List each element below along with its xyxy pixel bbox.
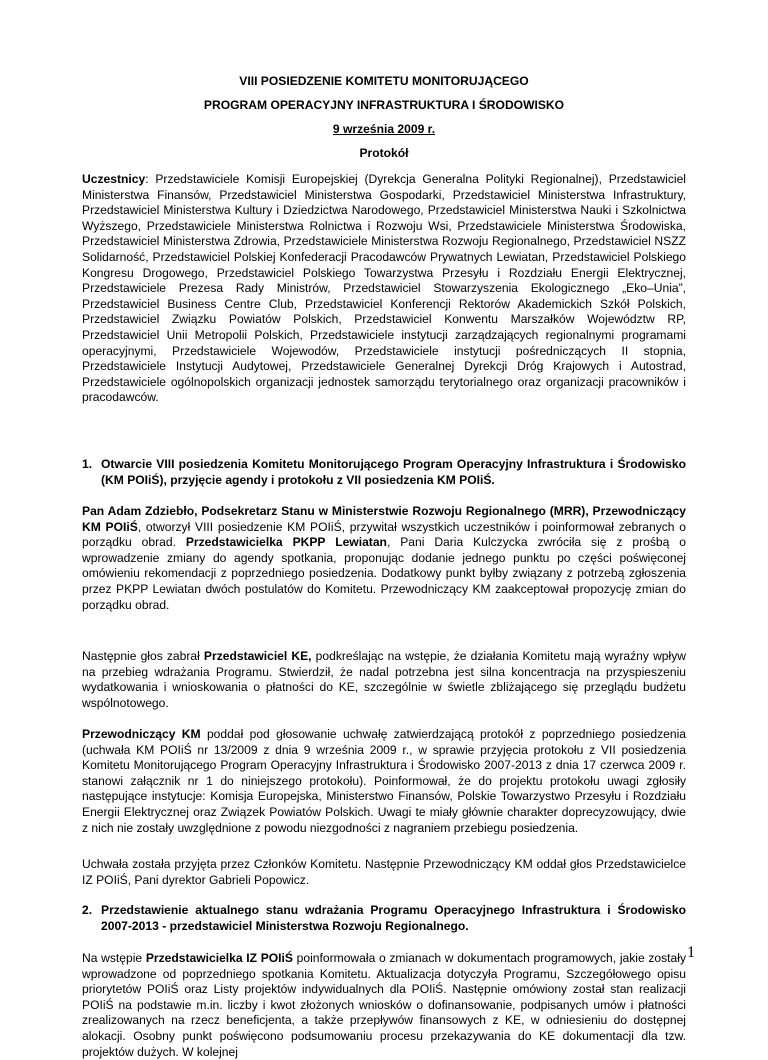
chairman-label: Przewodniczący KM bbox=[82, 727, 201, 741]
section-1-number: 1. bbox=[82, 457, 93, 471]
section-1-paragraph-1: Pan Adam Zdziebło, Podsekretarz Stanu w Ministerstwie Rozwoju Regionalnego (MRR), Przewodniczący KM POIiŚ, otworzył VIII posiedzenie KM POIiŚ, przywitał wszystkich uczestników i poinformował zebranych o porządku obrad. Przedstawicielka PKPP Lewiatan, Pani Daria Kulczycka zwróciła się z prośbą o wprowadzenie zmiany do agendy spotkania, proponując dodanie jednego punktu po części poświęconej omówieniu rekomendacji z poprzedniego posiedzenia. Dodatkowy punkt byłby związany z potrzebą zgłoszenia przez PKPP Lewiatan dwóch postulatów do Komitetu. Przewodniczący KM zaakceptował propozycję zmian do porządku obrad. bbox=[82, 504, 686, 612]
participants-paragraph bbox=[82, 172, 686, 406]
iz-poiis-representative: Przedstawicielka IZ POIiŚ bbox=[145, 951, 293, 965]
meeting-date: 9 września 2009 r. bbox=[332, 122, 436, 136]
section-1-paragraph-4: Uchwała została przyjęta przez Członków Komitetu. Następnie Przewodniczący KM oddał głos Przedstawicielce IZ POIiŚ, Pani dyrektor Gabrieli Popowicz. bbox=[82, 857, 686, 887]
section-1-paragraph-3: Przewodniczący KM poddał pod głosowanie uchwałę zatwierdzającą protokół z poprzedniego posiedzenia (uchwała KM POIiŚ nr 13/2009 z dnia 9 września 2009 r., w sprawie przyjęcia protokołu z VII posiedzenia Komitetu Monitorującego Program Operacyjny Infrastruktura i Środowisko 2007-2013 z dnia 17 czerwca 2009 r. stanowi załącznik nr 1 do niniejszego protokołu). Poinformował, że do projektu protokołu uwagi zgłosiły następujące instytucje: Komisja Europejska, Ministerstwo Finansów, Polskie Towarzystwo Przesyłu i Rozdziału Energii Elektrycznej oraz Związek Powiatów Polskich. Uwagi te miały głównie charakter doprecyzowujący, dwie z nich nie zostały uwzględnione z powodu niezgodności z nagraniem przebiegu posiedzenia. bbox=[82, 727, 687, 835]
document-type: Protokół bbox=[359, 146, 409, 160]
participants-label: Uczestnicy bbox=[82, 172, 146, 186]
participants-text: : Przedstawiciele Komisji Europejskiej (Dyrekcja Generalna Polityki Regionalnej), Przedstawiciel Ministerstwa Finansów, Przedstawiciel Ministerstwa Gospodarki, Przedstawiciel Ministerstwa Infrastruktury, Przedstawiciel Ministerstwa Kultury i Dziedzictwa Narodowego, Przedstawiciel Ministerstwa Nauki i Szkolnictwa Wyższego, Przedstawiciele Ministerstwa Rolnictwa i Rozwoju Wsi, Przedstawiciele Ministerstwa Środowiska, Przedstawiciel Ministerstwa Zdrowia, Przedstawiciele Ministerstwa Rozwoju Regionalnego, Przedstawiciel NSZZ Solidarność, Przedstawiciel Polskiej Konfederacji Pracodawców Prywatnych Lewiatan, Przedstawiciel Polskiego Kongresu Drogowego, Przedstawiciel Polskiego Towarzystwa Przesyłu i Rozdziału Energii Elektrycznej, Przedstawiciele Prezesa Rady Ministrów, Przedstawiciel Stowarzyszenia Ekologicznego „Eko–Unia”, Przedstawiciel Business Centre Club, Przedstawiciel Konferencji Rektorów Akademickich Szkół Polskich, Przedstawiciel Związku Powiatów Polskich, Przedstawiciel Konwentu Marszałków Województw RP, Przedstawiciel Unii Metropolii Polskich, Przedstawiciele instytucji zarządzających regionalnymi programami operacyjnymi, Przedstawiciele Wojewodów, Przedstawiciele instytucji pośredniczących II stopnia, Przedstawiciele Instytucji Audytowej, Przedstawiciele Generalnej Dyrekcji Dróg Krajowych i Autostrad, Przedstawiciele ogólnopolskich organizacji jednostek samorządu terytorialnego oraz organizacji pracowników i pracodawców. bbox=[82, 172, 686, 405]
page-number: 1 bbox=[687, 944, 695, 961]
section-1-paragraph-2: Następnie głos zabrał Przedstawiciel KE, podkreślając na wstępie, że działania Komitetu mają wyraźny wpływ na przebieg wdrażania Programu. Stwierdził, że nadal potrzebna jest silna koncentracja na przyspieszeniu wydatkowania i wnioskowania o płatności do KE, szczególnie w świetle zbliżającego się przeglądu budżetu wspólnotowego. bbox=[82, 649, 686, 710]
program-title: PROGRAM OPERACYJNY INFRASTRUKTURA I ŚRODOWISKO bbox=[203, 98, 565, 112]
chairman-name: Pan Adam Zdziebło, Podsekretarz Stanu w Ministerstwie Rozwoju Regionalnego (MRR), Przewodniczący KM POIiŚ bbox=[82, 504, 686, 534]
ke-representative: Przedstawiciel KE, bbox=[203, 649, 312, 663]
section-2-number: 2. bbox=[82, 903, 93, 917]
section-1-heading: Otwarcie VIII posiedzenia Komitetu Monitorującego Program Operacyjny Infrastruktura i Środowisko (KM POIiŚ), przyjęcie agendy i protokołu z VII posiedzenia KM POIiŚ. bbox=[101, 457, 686, 487]
section-2-paragraph-1: Na wstępie Przedstawicielka IZ POIiŚ poinformowała o zmianach w dokumentach programowych, jakie zostały wprowadzone od poprzedniego spotkania Komitetu. Aktualizacja dotyczyła Programu, Szczegółowego opisu priorytetów POIiŚ oraz Listy projektów indywidualnych dla POIiŚ. Następnie omówiony został stan realizacji POIiŚ na podstawie m.in. liczby i kwot złożonych wniosków o dofinansowanie, podpisanych umów i płatności zrealizowanych na rzecz beneficjenta, a także przepływów finansowych z KE, w odniesieniu do dostępnej alokacji. Osobny punkt poświęcono podsumowaniu procesu przekazywania do KE dokumentacji dla tzw. projektów dużych. W kolejnej bbox=[82, 951, 687, 1059]
document-title: VIII POSIEDZENIE KOMITETU MONITORUJĄCEGO bbox=[239, 74, 529, 88]
pkpp-representative: Przedstawicielka PKPP Lewiatan bbox=[185, 535, 387, 550]
section-2-heading: Przedstawienie aktualnego stanu wdrażania Programu Operacyjnego Infrastruktura i Środowisko 2007-2013 - przedstawiciel Ministerstwa Rozwoju Regionalnego. bbox=[101, 903, 686, 933]
